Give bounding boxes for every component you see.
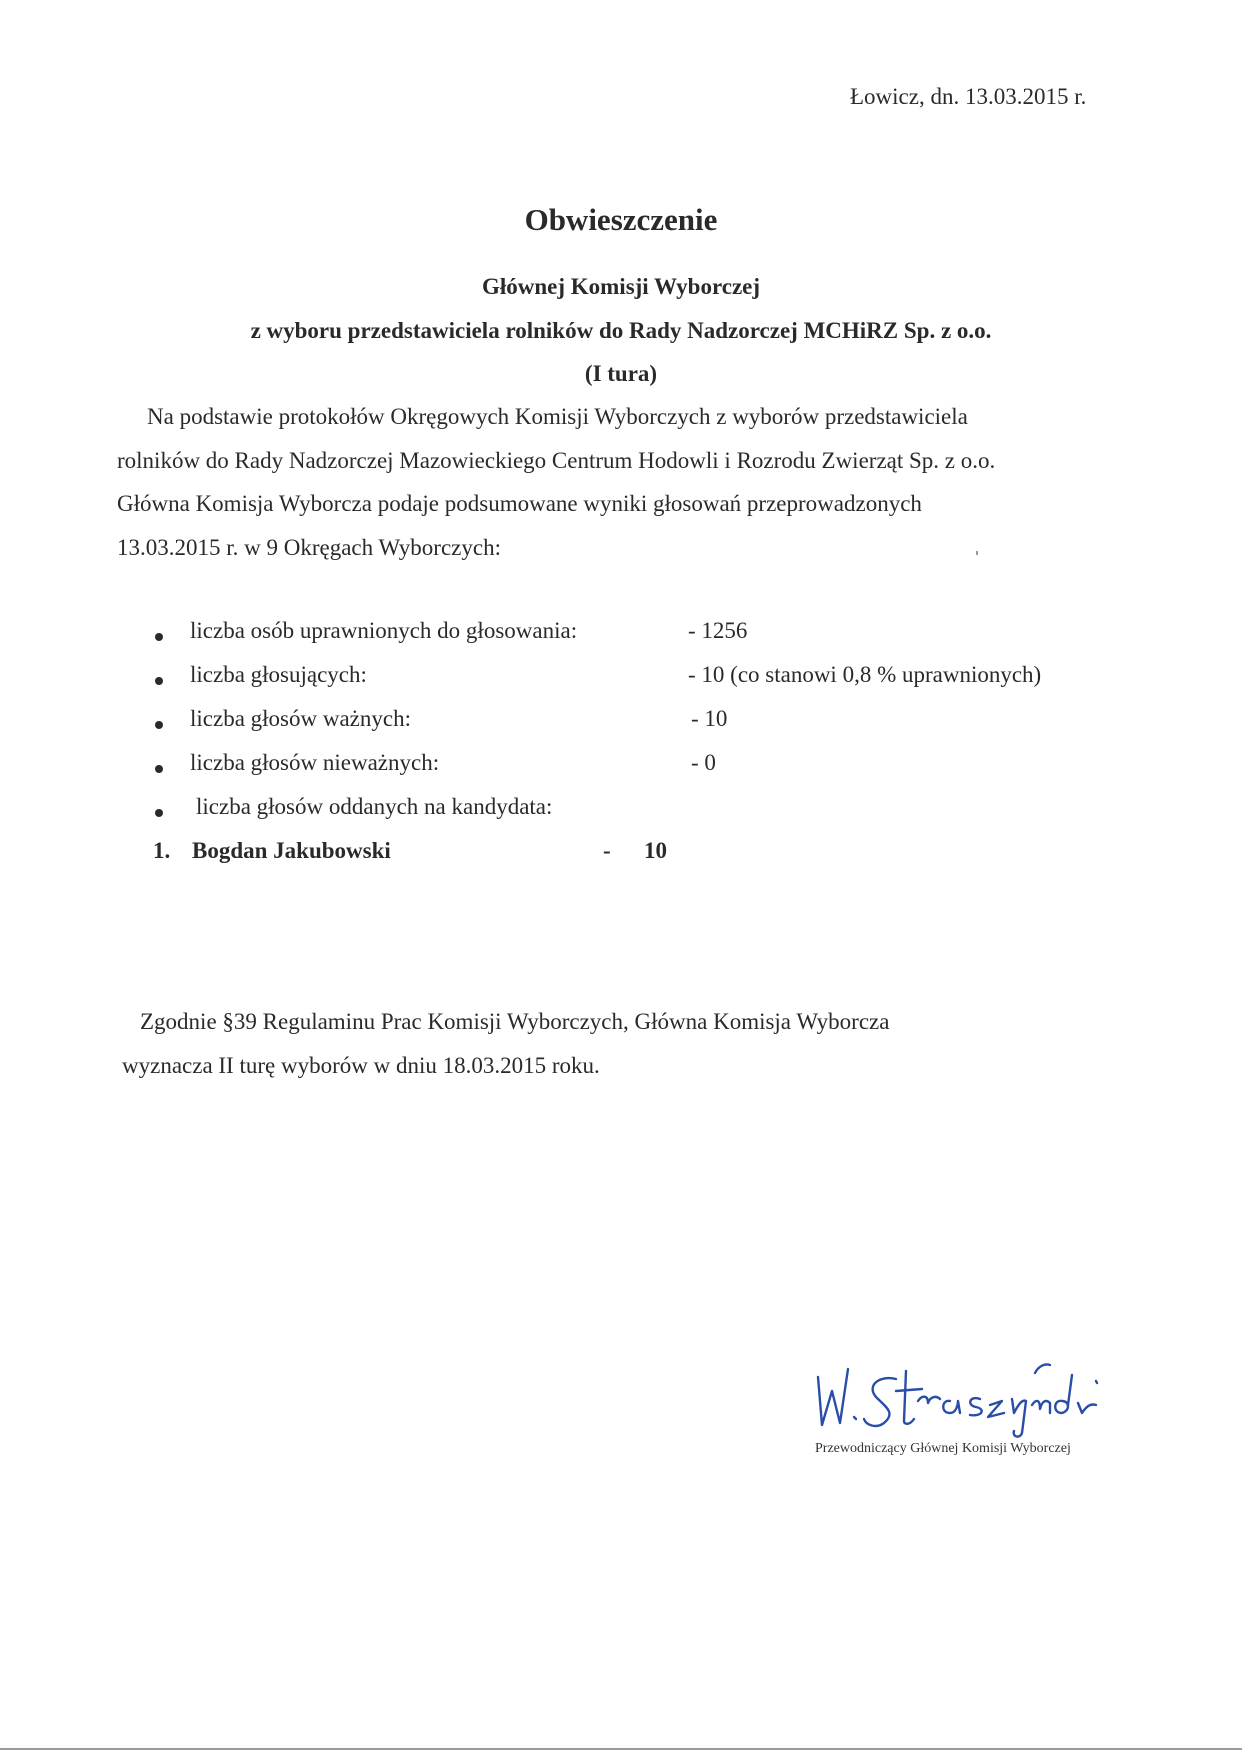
bullet-icon <box>155 809 163 817</box>
signature-caption: Przewodniczący Głównej Komisji Wyborczej <box>815 1441 1071 1456</box>
closing-line-1: Zgodnie §39 Regulaminu Prac Komisji Wyborczych, Główna Komisja Wyborcza <box>140 1009 890 1034</box>
candidate-name: Bogdan Jakubowski <box>192 838 391 863</box>
bullet-icon <box>155 633 163 641</box>
bullet-icon <box>155 721 163 729</box>
page-bottom-edge <box>0 1748 1242 1750</box>
stat-invalid-value: - 0 <box>691 750 716 775</box>
bullet-icon <box>155 765 163 773</box>
intro-line-4: 13.03.2015 r. w 9 Okręgach Wyborczych: <box>117 535 501 560</box>
subtitle-election: z wyboru przedstawiciela rolników do Rady Nadzorczej MCHiRZ Sp. z o.o. <box>250 318 992 343</box>
intro-line-3: Główna Komisja Wyborcza podaje podsumowane wyniki głosowań przeprowadzonych <box>117 491 922 516</box>
subtitle-committee: Głównej Komisji Wyborczej <box>481 274 761 299</box>
date-line: Łowicz, dn. 13.03.2015 r. <box>850 84 1087 109</box>
intro-line-1: Na podstawie protokołów Okręgowych Komisji Wyborczych z wyborów przedstawiciela <box>147 404 968 429</box>
candidate-number: 1. <box>153 838 171 863</box>
stat-invalid-label: liczba głosów nieważnych: <box>190 750 440 775</box>
candidate-dash: - <box>603 838 611 863</box>
stat-candidate-votes-label: liczba głosów oddanych na kandydata: <box>196 794 553 819</box>
stat-eligible-label: liczba osób uprawnionych do głosowania: <box>190 618 578 643</box>
intro-line-2: rolników do Rady Nadzorczej Mazowieckiego Centrum Hodowli i Rozrodu Zwierząt Sp. z o.o. <box>117 448 996 473</box>
scan-speck <box>976 551 978 555</box>
stat-voters-label: liczba głosujących: <box>190 662 367 687</box>
handwritten-signature <box>800 1355 1100 1440</box>
stat-valid-value: - 10 <box>691 706 728 731</box>
subtitle-round: (I tura) <box>584 361 658 386</box>
document-title: Obwieszczenie <box>524 202 718 237</box>
stat-eligible-value: - 1256 <box>688 618 748 643</box>
candidate-votes: 10 <box>644 838 667 863</box>
stat-voters-value: - 10 (co stanowi 0,8 % uprawnionych) <box>688 662 1042 687</box>
bullet-icon <box>155 677 163 685</box>
stat-valid-label: liczba głosów ważnych: <box>190 706 411 731</box>
closing-line-2: wyznacza II turę wyborów w dniu 18.03.2015 roku. <box>122 1053 600 1078</box>
